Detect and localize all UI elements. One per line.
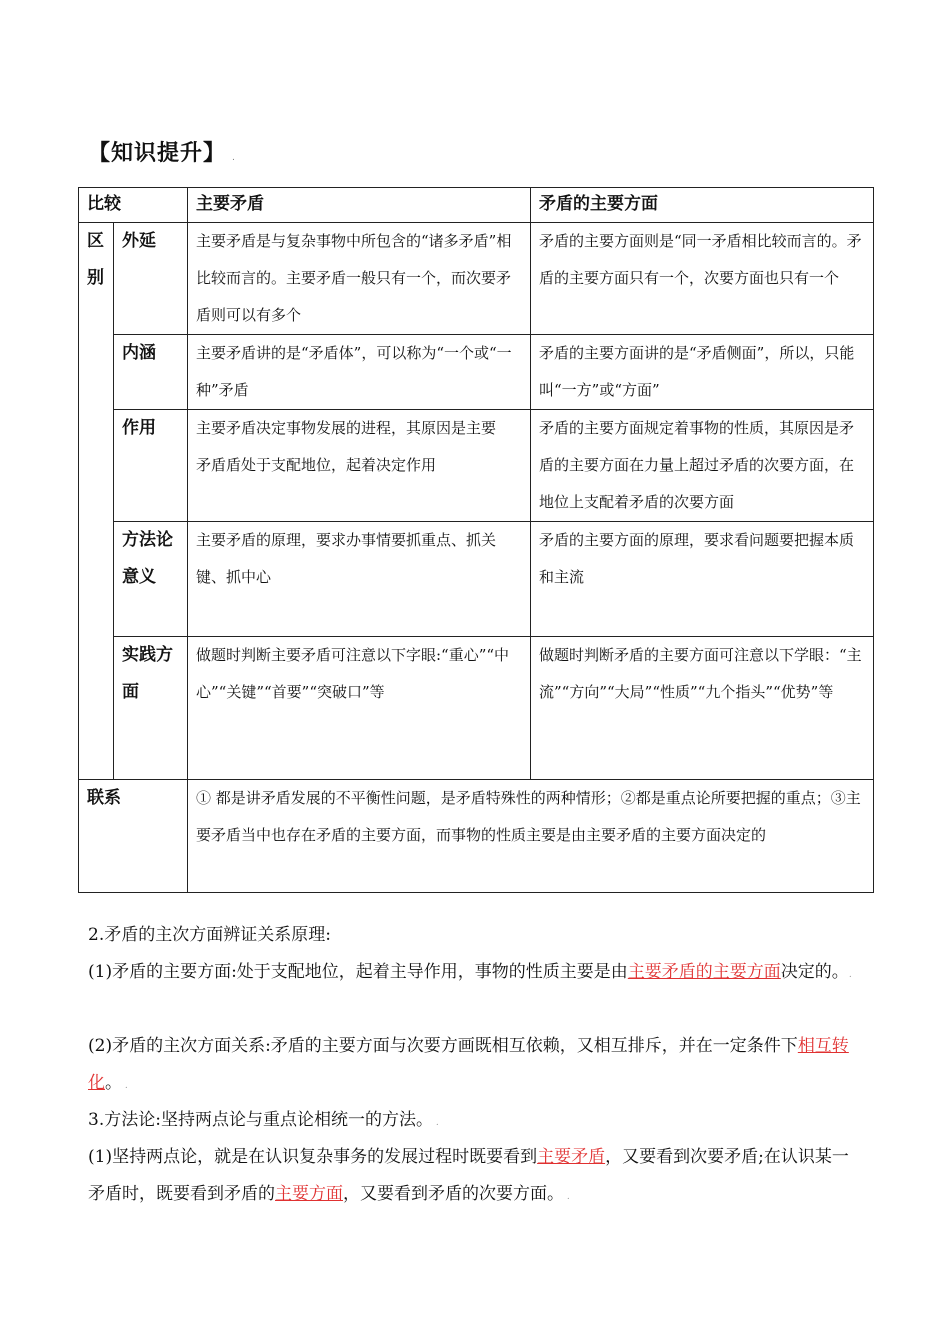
answer-main-aspect-of-main-contradiction: 主要矛盾的主要方面 — [627, 962, 781, 982]
section-heading-text: 【知识提升】 — [88, 141, 227, 166]
section-heading — [88, 136, 236, 167]
cell-zuoyong-col2: 矛盾的主要方面规定着事物的性质，其原因是矛盾的主要方面在力量上超过矛盾的次要方面，在地位上支配着矛盾的次要方面 — [531, 410, 874, 522]
header-main-contradiction: 主要矛盾 — [188, 188, 531, 223]
cell-zuoyong-col1-line2: 矛盾盾处于支配地位，起着决定作用 — [196, 456, 437, 474]
cell-zuoyong-col1-line1: 主要矛盾决定事物发展的进程，其原因是主要 — [196, 419, 497, 437]
paragraph-principle-title — [88, 917, 864, 954]
table-row — [79, 223, 874, 335]
row-label-waiyan: 外延 — [114, 223, 188, 335]
table-header-row — [79, 188, 874, 223]
cell-lianxi: ① 都是讲矛盾发展的不平衡性问题，是矛盾特殊性的两种情形；②都是重点论所要把握的重点；③主要矛盾当中也存在矛盾的主要方面，而事物的性质主要是由主要矛盾的主要方面决定的 — [188, 780, 874, 893]
row-label-shijian: 实践方面 — [114, 637, 188, 780]
paragraph-method-1: (1)坚持两点论，就是在认识复杂事务的发展过程时既要看到主要矛盾，又要看到次要矛盾;在认识某一矛盾时，既要看到矛盾的主要方面，又要看到矛盾的次要方面。 . — [88, 1147, 849, 1204]
method-1-text: (1)坚持两点论，就是在认识复杂事务的发展过程时既要看到 — [88, 1147, 538, 1167]
principle-1-text: (1)矛盾的主要方面:处于支配地位，起着主导作用，事物的性质主要是由 — [88, 962, 628, 982]
cell-neihan-col1: 主要矛盾讲的是“矛盾体”，可以称为“一个或“一种”矛盾 — [188, 335, 531, 410]
cell-waiyan-col1: 主要矛盾是与复杂事物中所包含的“诸多矛盾”相比较而言的。主要矛盾一般只有一个，而次要矛盾则可以有多个 — [188, 223, 531, 335]
row-label-lianxi: 联系 — [79, 780, 188, 893]
cell-zuoyong-col1 — [188, 410, 531, 522]
diff-label: 区别 — [79, 223, 114, 780]
header-main-aspect: 矛盾的主要方面 — [531, 188, 874, 223]
cell-fangfa-col2: 矛盾的主要方面的原理，要求看问题要把握本质和主流 — [531, 522, 874, 637]
cell-fangfa-col1: 主要矛盾的原理，要求办事情要抓重点、抓关键、抓中心 — [188, 522, 531, 637]
table-row — [79, 335, 874, 410]
table-row — [79, 637, 874, 780]
principle-2-tail: 。 — [105, 1073, 122, 1093]
method-1-tail: ，又要看到矛盾的次要方面。 — [343, 1184, 564, 1204]
row-label-neihan: 内涵 — [114, 335, 188, 410]
comparison-table — [78, 187, 874, 893]
row-label-fangfa: 方法论意义 — [114, 522, 188, 637]
principle-1-tail: 决定的。 — [780, 962, 849, 982]
answer-main-aspect: 主要方面 — [275, 1184, 343, 1204]
table-row — [79, 410, 874, 522]
principle-title-text: 2.矛盾的主次方面辨证关系原理: — [88, 925, 331, 945]
answer-mutual-transformation: 相互转化 — [88, 1036, 849, 1093]
principle-2-text: (2)矛盾的主次方面关系:矛盾的主要方面与次要方画既相互依赖，又相互排斥，并在一定条件下 — [88, 1036, 798, 1056]
table-row — [79, 522, 874, 637]
cell-shijian-col1: 做题时判断主要矛盾可注意以下字眼:“重心”“中心”“关键”“首要”“突破口”等 — [188, 637, 531, 780]
method-title-text: 3.方法论:坚持两点论与重点论相统一的方法。 — [88, 1110, 433, 1130]
cell-shijian-col2: 做题时判断矛盾的主要方面可注意以下学眼：“主流”“方向”“大局”“性质”“九个指头”“优势”等 — [531, 637, 874, 780]
header-compare: 比较 — [79, 188, 188, 223]
paragraph-method-title: 3.方法论:坚持两点论与重点论相统一的方法。 . — [88, 1110, 439, 1130]
paragraph-principle-2: (2)矛盾的主次方面关系:矛盾的主要方面与次要方画既相互依赖，又相互排斥，并在一定条件下相互转化。 . — [88, 1036, 849, 1093]
row-label-zuoyong: 作用 — [114, 410, 188, 522]
method-1-middle: ，又要看到次要矛盾;在认识某一矛盾时，既要看到矛盾的 — [88, 1147, 849, 1204]
answer-main-contradiction: 主要矛盾 — [537, 1147, 606, 1167]
table-row — [79, 780, 874, 893]
cell-waiyan-col2: 矛盾的主要方面则是“同一矛盾相比较而言的。矛盾的主要方面只有一个，次要方面也只有一个 — [531, 223, 874, 335]
cell-neihan-col2: 矛盾的主要方面讲的是“矛盾侧面”，所以，只能叫“一方”或“方面” — [531, 335, 874, 410]
paragraph-principle-1: (1)矛盾的主要方面:处于支配地位，起着主导作用，事物的性质主要是由主要矛盾的主要方面决定的。. — [88, 962, 852, 982]
paragraph-mark: . — [232, 153, 236, 163]
